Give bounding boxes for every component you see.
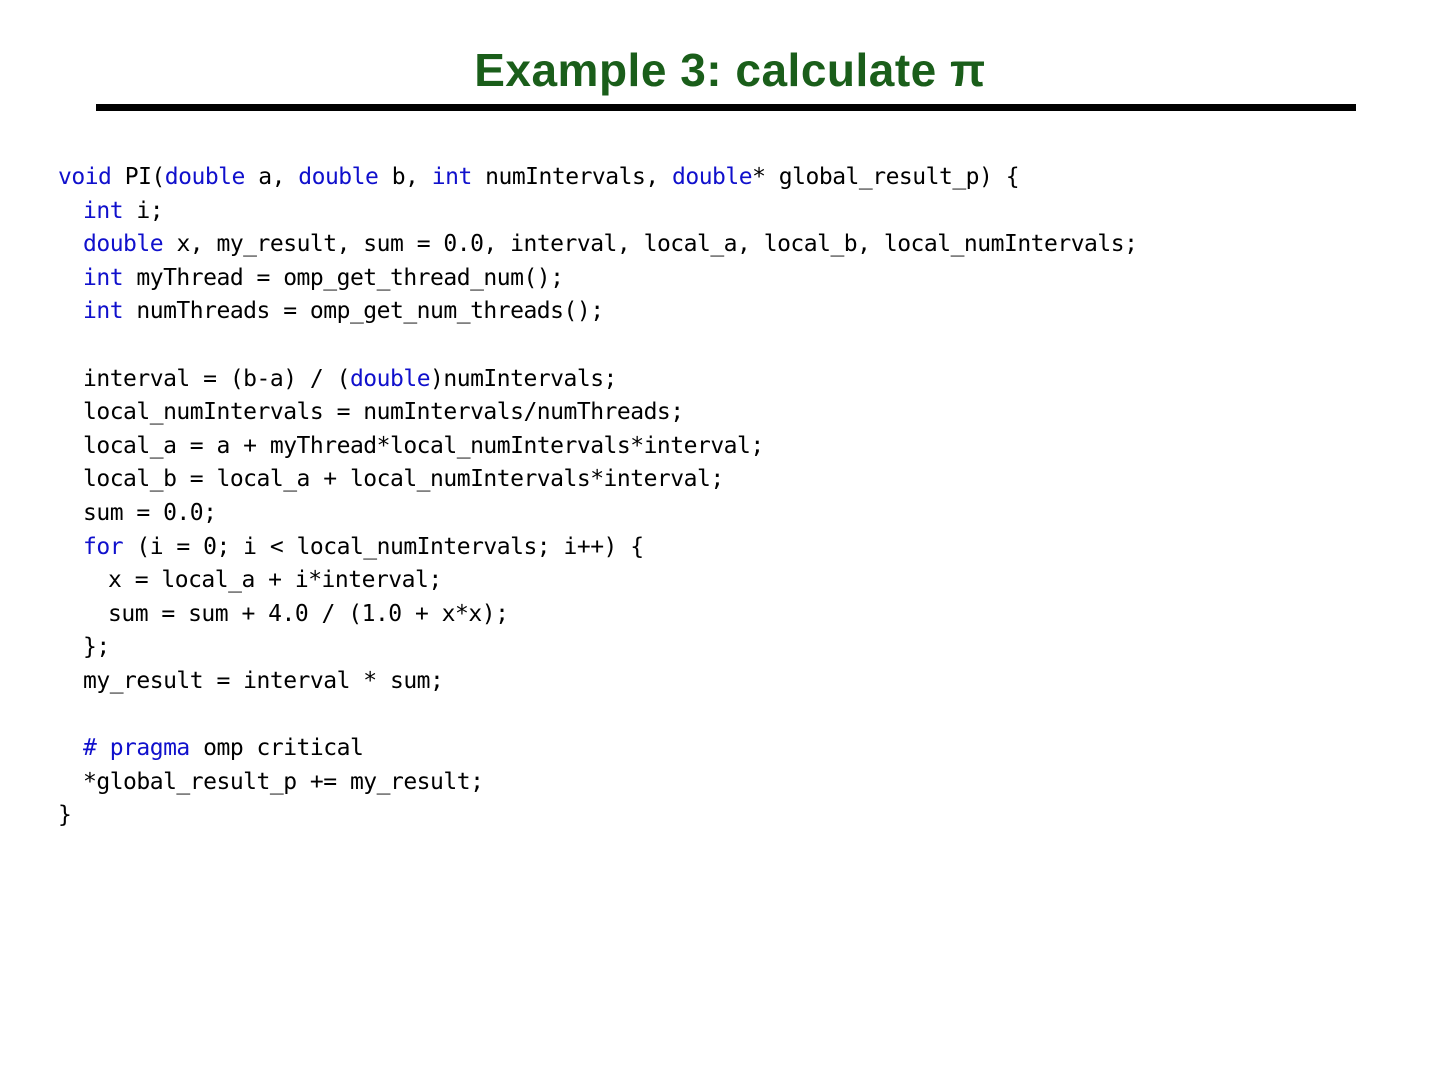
code-text: b, [378,164,432,190]
code-text: sum = sum + 4.0 / (1.0 + x*x); [108,600,509,627]
code-keyword: double [672,164,753,190]
code-text: (i = 0; i < local_numIntervals; i++) { [123,533,644,560]
code-text: i; [123,197,164,224]
code-text: *global_result_p += my_result; [83,768,484,795]
code-line [58,228,1418,262]
code-text: local_a = a + myThread*local_numIntervals*interval; [83,432,764,459]
code-keyword: double [298,164,379,190]
code-line [58,631,1418,665]
code-text: omp critical [189,735,364,762]
code-text: sum = 0.0; [83,499,217,526]
code-keyword: int [431,164,472,190]
code-line [58,363,1418,397]
code-text: } [58,802,72,829]
code-text: my_result = interval * sum; [83,667,444,694]
code-keyword: int [83,298,124,325]
code-line [58,396,1418,430]
code-text: x, my_result, sum = 0.0, interval, local_a, local_b, local_numIntervals; [163,231,1138,258]
code-text: PI( [111,164,165,190]
code-text: interval = (b-a) / ( [83,365,350,392]
code-line [58,262,1418,296]
code-keyword: double [349,365,431,392]
code-keyword: for [83,533,124,560]
code-keyword: int [83,197,124,224]
code-line [58,732,1418,766]
code-text: }; [83,634,110,661]
code-text: )numIntervals; [430,365,617,392]
code-listing [58,161,1418,833]
code-text: x = local_a + i*interval; [108,567,442,594]
code-line [58,766,1418,800]
code-text: local_numIntervals = numIntervals/numThreads; [83,399,684,426]
code-text: numThreads = omp_get_num_threads(); [123,298,604,325]
code-line [58,564,1418,598]
code-line [58,598,1418,632]
code-text: numIntervals, [471,164,673,190]
code-line [58,463,1418,497]
code-line [58,699,1418,733]
code-line [58,295,1418,329]
code-keyword: double [83,231,164,258]
slide-title: Example 3: calculate π [474,44,986,96]
code-line [58,195,1418,229]
code-line [58,430,1418,464]
code-line [58,161,1418,195]
code-keyword: # pragma [83,735,190,762]
code-text: * global_result_p) { [752,164,1020,190]
code-line [58,665,1418,699]
code-text: a, [244,164,299,190]
code-text: myThread = omp_get_thread_num(); [123,264,564,291]
title-divider [96,104,1356,111]
code-line [58,531,1418,565]
code-keyword: int [83,264,124,291]
code-line [58,799,1418,833]
code-keyword: void [58,164,112,190]
code-keyword: double [164,164,245,190]
code-line [58,497,1418,531]
code-text: local_b = local_a + local_numIntervals*interval; [83,466,724,493]
code-line [58,329,1418,363]
